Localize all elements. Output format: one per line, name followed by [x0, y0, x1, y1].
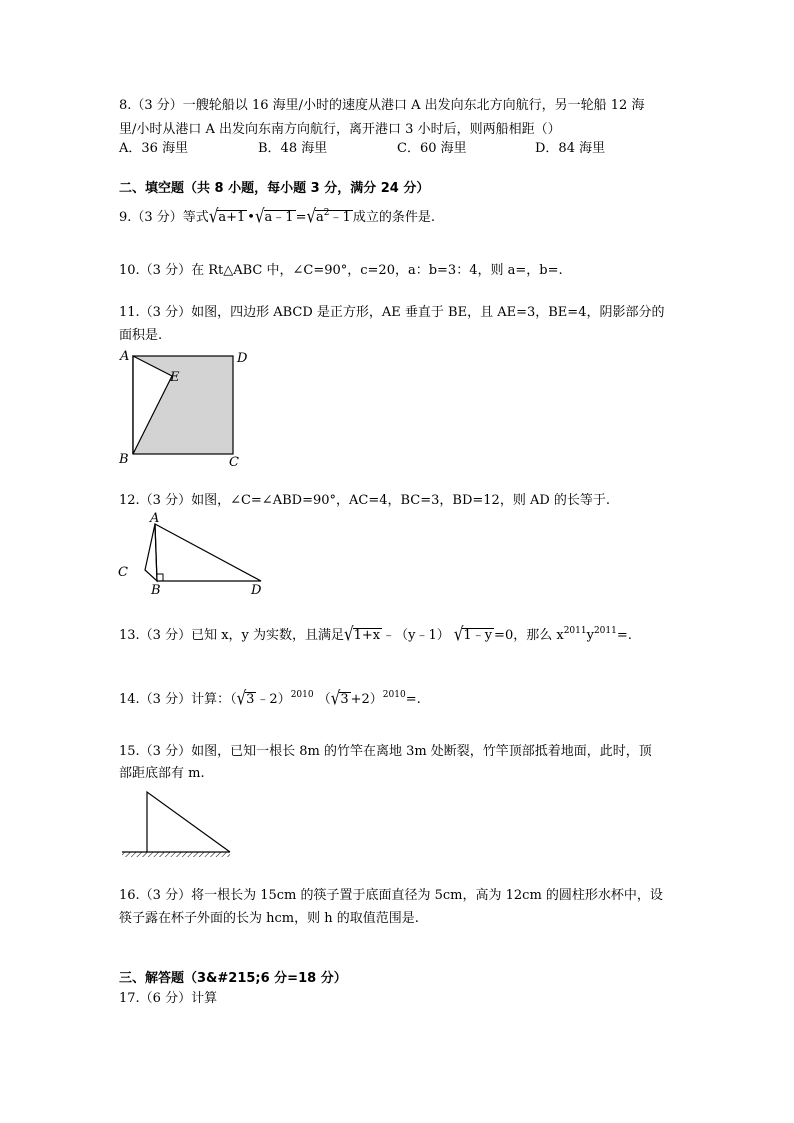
q15-line1: 15.（3 分）如图，已知一根长 8m 的竹竿在离地 3m 处断裂，竹竿顶部抵着地面，此时，顶	[119, 744, 652, 759]
q14-p3: +2）	[350, 692, 383, 707]
sqrt-icon: √	[330, 686, 341, 710]
sqrt-icon: √	[254, 204, 265, 228]
q9-radicand-2: a﹣1	[264, 210, 294, 225]
label-b: B	[151, 583, 161, 598]
q12-figure	[115, 508, 275, 598]
label-d: D	[237, 351, 248, 366]
broken-bamboo	[147, 792, 230, 852]
q9-rad3-exp: 2	[323, 208, 330, 218]
q12: 12.（3 分）如图，∠C=∠ABD=90°，AC=4，BC=3，BD=12，则 AD 的长等于.	[119, 493, 611, 508]
triangle-abd	[155, 524, 261, 581]
label-c: C	[229, 455, 239, 470]
label-b: B	[119, 452, 129, 467]
q11-line2: 面积是.	[119, 328, 163, 343]
q13-radicand-1: 1+x	[353, 628, 381, 643]
sqrt-icon: √	[306, 204, 317, 228]
q9	[119, 204, 435, 228]
q9-rad3-tail: ﹣1	[329, 210, 351, 225]
section2-title: 二、填空题（共 8 小题，每小题 3 分，满分 24 分）	[119, 181, 430, 196]
q16-line2: 筷子露在杯子外面的长为 hcm，则 h 的取值范围是.	[119, 911, 419, 926]
q9-radicand-1: a+1	[218, 210, 246, 225]
q9-suffix: 成立的条件是.	[352, 210, 435, 225]
q13-exp1: 2011	[563, 626, 587, 636]
q8-option-c: C．60 海里	[397, 141, 467, 156]
q11-figure	[115, 346, 255, 471]
q14-suffix: =.	[405, 692, 421, 707]
q15-line2: 部距底部有 m.	[119, 766, 205, 781]
q9-rad3-base: a	[316, 210, 324, 225]
q8-option-a: A．36 海里	[119, 141, 189, 156]
q8-option-d: D．84 海里	[535, 141, 606, 156]
q15-figure	[118, 785, 238, 865]
q9-equals: =	[295, 210, 307, 225]
q14-exp2: 2010	[382, 690, 406, 700]
label-e: E	[170, 370, 180, 385]
sqrt-icon: √	[344, 622, 354, 646]
q13-prefix: 13.（3 分）已知 x，y 为实数，且满足	[119, 628, 345, 643]
label-d: D	[251, 583, 262, 598]
q13-y: y	[586, 628, 594, 643]
q14	[119, 686, 421, 710]
q14-exp1: 2010	[290, 690, 314, 700]
q14-radicand-1: 3	[246, 692, 255, 707]
q13-after: =0，那么 x	[494, 628, 564, 643]
q14-p2: （	[317, 692, 331, 707]
sqrt-icon: √	[208, 204, 219, 228]
q8-line2: 里/小时从港口 A 出发向东南方向航行，离开港口 3 小时后，则两船相距（）	[119, 122, 561, 137]
q13-radicand-2: 1﹣y	[463, 628, 493, 643]
q9-dot: •	[247, 210, 255, 225]
q13-suffix: =.	[616, 628, 632, 643]
q13	[119, 622, 632, 646]
q13-exp2: 2011	[593, 626, 617, 636]
sqrt-icon: √	[236, 686, 247, 710]
q8-line1: 8.（3 分）一艘轮船以 16 海里/小时的速度从港口 A 出发向东北方向航行，另一轮船 12 海	[119, 98, 645, 113]
q14-radicand-2: 3	[340, 692, 349, 707]
q14-p1: ﹣2）	[256, 692, 291, 707]
q14-prefix: 14.（3 分）计算：（	[119, 692, 237, 707]
q9-prefix: 9.（3 分）等式	[119, 210, 209, 225]
label-a: A	[120, 349, 130, 364]
q10: 10.（3 分）在 Rt△ABC 中，∠C=90°，c=20，a：b=3：4，则 a=，b=.	[119, 263, 563, 278]
q17: 17.（6 分）计算	[119, 991, 218, 1006]
q13-mid: ﹣（y﹣1）	[382, 628, 450, 643]
sqrt-icon: √	[453, 622, 464, 646]
label-c: C	[118, 565, 128, 580]
q8-option-b: B．48 海里	[258, 141, 328, 156]
q9-radicand-3	[315, 210, 353, 225]
section3-title: 三、解答题（3&#215;6 分=18 分）	[119, 971, 347, 986]
ground-hatch	[122, 852, 230, 857]
q11-line1: 11.（3 分）如图，四边形 ABCD 是正方形，AE 垂直于 BE，且 AE=3，BE=4，阴影部分的	[119, 305, 665, 320]
right-angle-mark	[157, 574, 163, 581]
label-a: A	[150, 511, 160, 526]
q16-line1: 16.（3 分）将一根长为 15cm 的筷子置于底面直径为 5cm，高为 12cm 的圆柱形水杯中，设	[119, 888, 663, 903]
